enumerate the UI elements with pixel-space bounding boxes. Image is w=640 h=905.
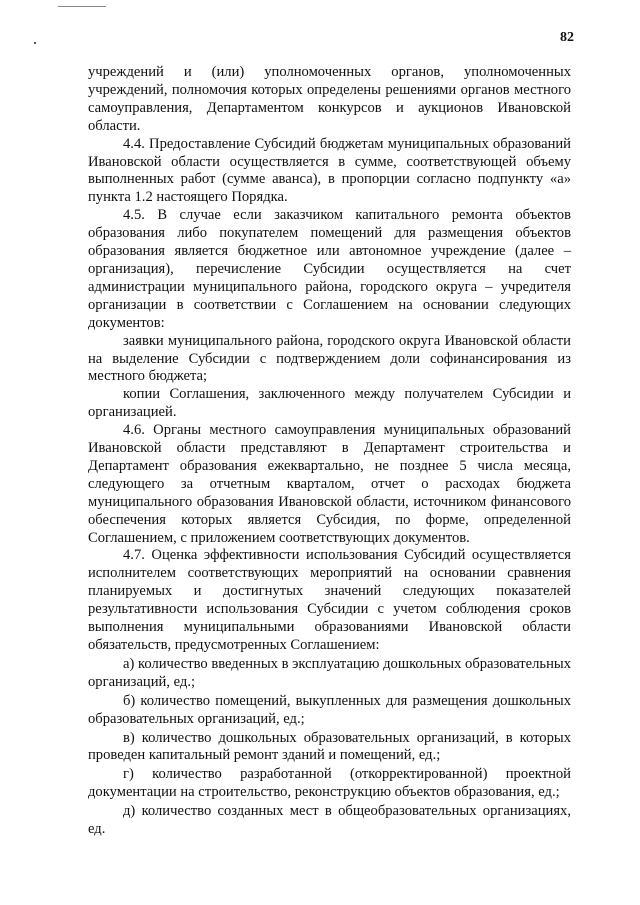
- paragraph-4-4: 4.4. Предоставление Субсидий бюджетам муниципальных образований Ивановской области осуществляется в сумме, соответствующей объему выполненных работ (сумме аванса), в пропорции согласно подпункту «а» пункта 1.2 настоящего Порядка.: [88, 135, 571, 206]
- paragraph-4-6: 4.6. Органы местного самоуправления муниципальных образований Ивановской области представляют в Департамент строительства и Департамент образования ежеквартально, не позднее 5 числа месяца, следующего за отчетным кварталом, отчет о расходах бюджета муниципального образования Ивановской области, источником финансового обеспечения которых является Субсидия, по форме, определенной Соглашением, с приложением соответствующих документов.: [88, 422, 571, 546]
- indicator-e: д) количество созданных мест в общеобразовательных организациях, ед.: [88, 803, 571, 838]
- page-number: 82: [560, 30, 574, 45]
- list-item-agreement-copies: копии Соглашения, заключенного между получателем Субсидии и организацией.: [88, 386, 571, 421]
- indicator-d: г) количество разработанной (откорректированной) проектной документации на строительство, реконструкцию объектов образования, ед.;: [88, 766, 571, 801]
- list-item-applications: заявки муниципального района, городского округа Ивановской области на выделение Субсидии с подтверждением доли софинансирования из местного бюджета;: [88, 332, 571, 385]
- scan-artifact-line: [58, 6, 106, 7]
- indicator-a: а) количество введенных в эксплуатацию дошкольных образовательных организаций, ед.;: [88, 655, 571, 690]
- scan-artifact-dot: [34, 42, 36, 44]
- indicator-b: б) количество помещений, выкупленных для размещения дошкольных образовательных организаций, ед.;: [88, 692, 571, 727]
- paragraph-4-5: 4.5. В случае если заказчиком капитального ремонта объектов образования либо покупателем помещений для размещения объектов образования является бюджетное или автономное учреждение (далее – организация), перечисление Субсидии осуществляется на счет администрации муниципального района, городского округа – учредителя организации в соответствии с Соглашением на основании следующих документов:: [88, 207, 571, 331]
- paragraph-continuation: учреждений и (или) уполномоченных органов, уполномоченных учреждений, полномочия которых определены решениями органов местного самоуправления, Департаментом конкурсов и аукционов Ивановской области.: [88, 64, 571, 134]
- paragraph-4-7: 4.7. Оценка эффективности использования Субсидий осуществляется исполнителем соответствующих мероприятий на основании сравнения планируемых и достигнутых значений следующих показателей результативности использования Субсидии с учетом соблюдения сроков выполнения муниципальными образованиями Ивановской области обязательств, предусмотренных Соглашением:: [88, 547, 571, 653]
- indicator-c: в) количество дошкольных образовательных организаций, в которых проведен капитальный ремонт зданий и помещений, ед.;: [88, 729, 571, 764]
- document-body: [88, 64, 571, 839]
